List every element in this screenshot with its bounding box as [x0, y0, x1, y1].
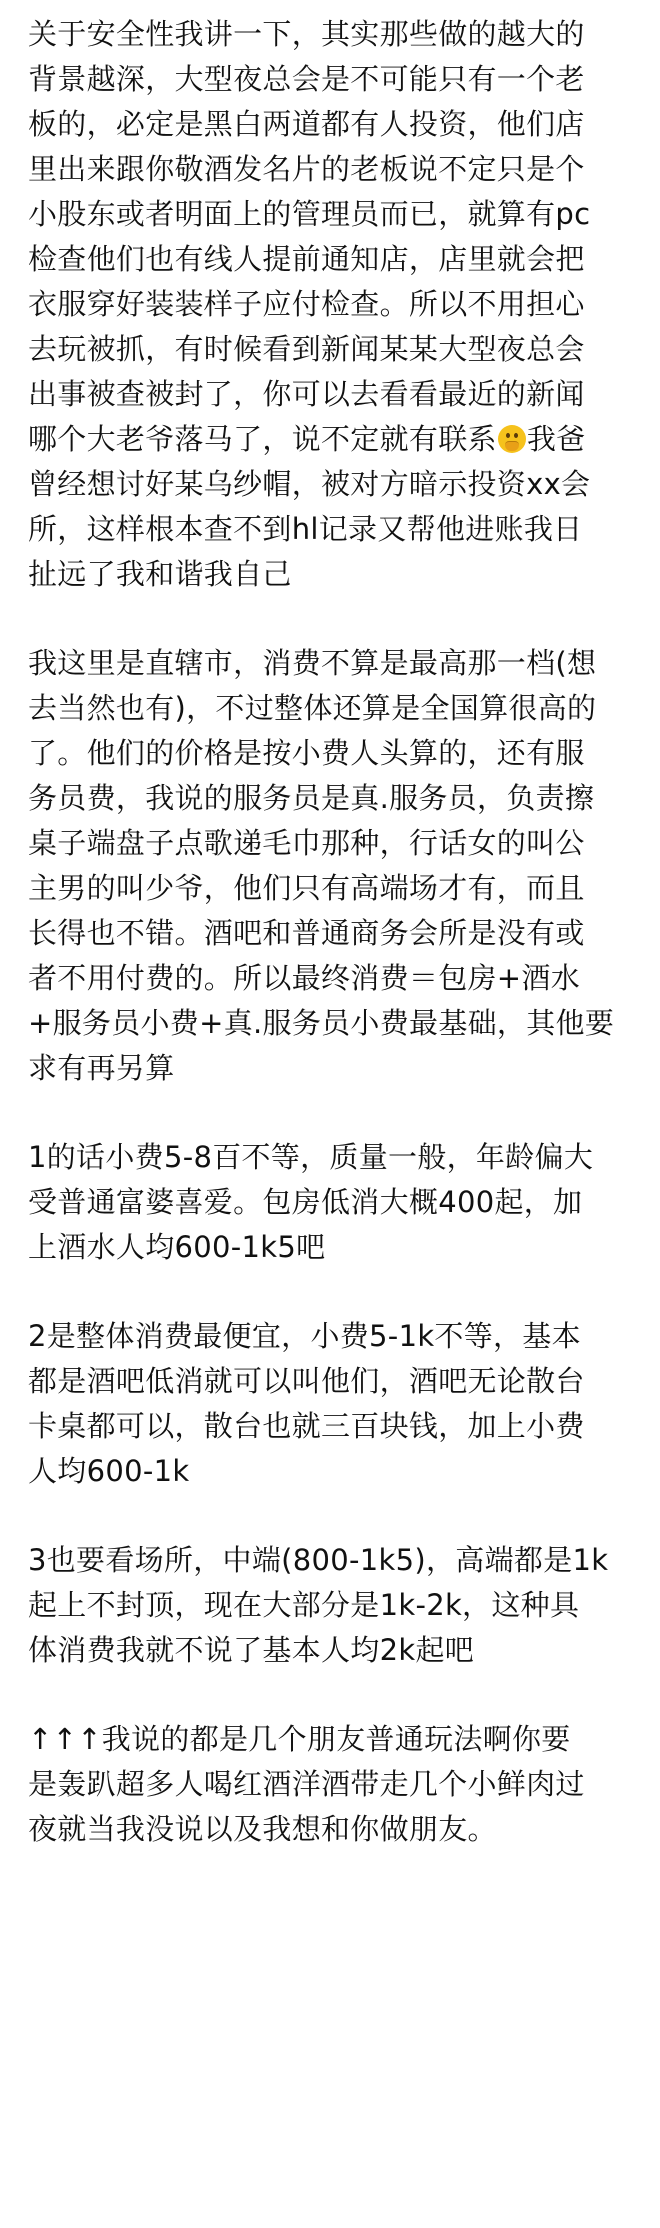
- text-segment: 我爸: [526, 422, 586, 456]
- text-line: 体消费我就不说了基本人均2k起吧: [28, 1633, 475, 1667]
- text-line: +服务员小费+真.服务员小费最基础，其他要: [28, 1006, 615, 1040]
- text-line: 卡桌都可以，散台也就三百块钱，加上小费: [28, 1409, 585, 1443]
- text-line: 长得也不错。酒吧和普通商务会所是没有或: [28, 916, 585, 950]
- text-line: 板的，必定是黑白两道都有人投资，他们店: [28, 107, 585, 141]
- shushing-face-icon: [498, 425, 526, 453]
- paragraph-closing: [28, 1717, 638, 1852]
- text-line: 2是整体消费最便宜，小费5-1k不等，基本: [28, 1319, 581, 1353]
- text-line: 小股东或者明面上的管理员而已，就算有pc: [28, 197, 591, 231]
- text-line: 出事被查被封了，你可以去看看最近的新闻: [28, 377, 585, 411]
- post-body: [28, 12, 638, 1896]
- text-line: 背景越深，大型夜总会是不可能只有一个老: [28, 62, 585, 96]
- text-line: 里出来跟你敬酒发名片的老板说不定只是个: [28, 152, 585, 186]
- paragraph-safety: [28, 12, 638, 597]
- text-line: 去当然也有)，不过整体还算是全国算很高的: [28, 691, 597, 725]
- text-line: 夜就当我没说以及我想和你做朋友。: [28, 1812, 497, 1846]
- text-line: ↑↑↑我说的都是几个朋友普通玩法啊你要: [28, 1722, 571, 1756]
- text-line: 曾经想讨好某乌纱帽，被对方暗示投资xx会: [28, 467, 591, 501]
- text-line: 衣服穿好装装样子应付检查。所以不用担心: [28, 287, 585, 321]
- text-line: 所，这样根本查不到hl记录又帮他进账我日: [28, 512, 583, 546]
- text-line: 3也要看场所，中端(800-1k5)，高端都是1k: [28, 1543, 609, 1577]
- text-line: 起上不封顶，现在大部分是1k-2k，这种具: [28, 1588, 580, 1622]
- text-line: 检查他们也有线人提前通知店，店里就会把: [28, 242, 585, 276]
- text-line: 都是酒吧低消就可以叫他们，酒吧无论散台: [28, 1364, 585, 1398]
- text-line: 受普通富婆喜爱。包房低消大概400起，加: [28, 1185, 583, 1219]
- text-line: 关于安全性我讲一下，其实那些做的越大的: [28, 17, 585, 51]
- paragraph-tier-2: [28, 1314, 638, 1494]
- text-line: 去玩被抓，有时候看到新闻某某大型夜总会: [28, 332, 585, 366]
- text-line: 1的话小费5-8百不等，质量一般，年龄偏大: [28, 1140, 594, 1174]
- text-line: 务员费，我说的服务员是真.服务员，负责擦: [28, 781, 595, 815]
- text-line-with-emoji: [28, 417, 638, 462]
- text-line: 我这里是直辖市，消费不算是最高那一档(想: [28, 646, 597, 680]
- paragraph-tier-3: [28, 1538, 638, 1673]
- text-line: 上酒水人均600-1k5吧: [28, 1230, 326, 1264]
- text-line: 主男的叫少爷，他们只有高端场才有，而且: [28, 871, 585, 905]
- paragraph-tier-1: [28, 1135, 638, 1270]
- text-segment: 哪个大老爷落马了，说不定就有联系: [28, 422, 497, 456]
- text-line: 桌子端盘子点歌递毛巾那种，行话女的叫公: [28, 826, 585, 860]
- paragraph-pricing: [28, 641, 638, 1091]
- text-line: 扯远了我和谐我自己: [28, 557, 292, 591]
- text-line: 求有再另算: [28, 1051, 175, 1085]
- text-line: 了。他们的价格是按小费人头算的，还有服: [28, 736, 585, 770]
- text-line: 是轰趴超多人喝红酒洋酒带走几个小鲜肉过: [28, 1767, 585, 1801]
- text-line: 人均600-1k: [28, 1454, 190, 1488]
- text-line: 者不用付费的。所以最终消费＝包房+酒水: [28, 961, 580, 995]
